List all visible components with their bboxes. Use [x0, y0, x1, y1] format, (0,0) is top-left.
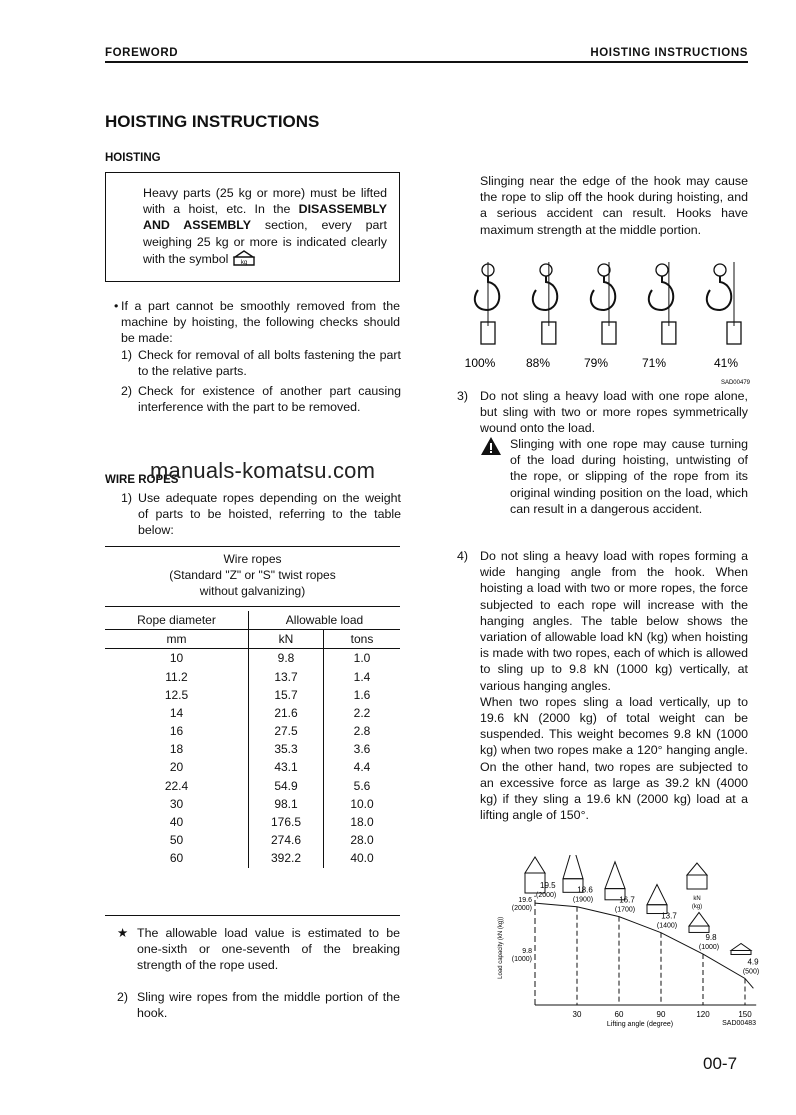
hook-icon — [533, 276, 557, 310]
point-kn-label: 18.6 — [577, 885, 593, 895]
hook-icon — [649, 276, 673, 310]
table-row — [105, 686, 400, 704]
load-sling-icon — [525, 857, 545, 873]
hook-eye-icon — [540, 264, 552, 276]
x-tick-label: 90 — [656, 1010, 666, 1019]
table-row — [105, 740, 400, 758]
cell-mm: 22.4 — [164, 778, 189, 793]
cell-kn: 392.2 — [249, 849, 324, 867]
watermark: manuals-komatsu.com — [150, 458, 376, 483]
page-title: HOISTING INSTRUCTIONS — [105, 112, 320, 131]
hook-percent-label: 41% — [713, 356, 739, 370]
load-sling-icon — [731, 943, 751, 950]
load-box-icon — [731, 950, 751, 954]
hoisting-heading: HOISTING — [105, 152, 161, 164]
cell-tons: 1.6 — [324, 686, 401, 704]
check-number: 2) — [121, 384, 133, 398]
wire-ropes-heading: WIRE ROPES — [105, 474, 179, 486]
cell-mm: 11.2 — [165, 669, 188, 684]
hook-eye-icon — [656, 264, 668, 276]
cell-kn: 13.7 — [249, 668, 324, 686]
header-section: FOREWORD — [105, 47, 179, 59]
hook-eye-icon — [598, 264, 610, 276]
cell-tons: 18.0 — [324, 813, 401, 831]
item-number: 2) — [117, 990, 129, 1004]
table-row — [105, 795, 400, 813]
cell-kn: 176.5 — [249, 813, 324, 831]
figure-code: SAD00483 — [722, 1020, 756, 1027]
first-kn-label: 19.5 — [540, 881, 556, 890]
cell-mm: 12.5 — [164, 687, 189, 702]
y-tick-kg-label: (1000) — [511, 956, 532, 964]
hook-percent-label: 88% — [525, 356, 551, 370]
table-row — [105, 759, 400, 777]
point-kg-label: (1700) — [614, 906, 636, 914]
right-item-4 — [457, 548, 748, 823]
cell-kn: 9.8 — [249, 649, 324, 668]
notice-text: Heavy parts (25 kg or more) must be lifted with a hoist, etc. In the DISASSEMBLY AND ASSEMBLY section, every part weighing 25 kg or more is indicated clearly with the symbol kg — [143, 186, 387, 266]
item-text: Use adequate ropes depending on the weight of parts to be hoisted, referring to the table below: — [138, 491, 401, 538]
point-kg-label: (1900) — [572, 896, 594, 904]
hoist-symbol-icon — [232, 250, 256, 266]
cell-kn: 43.1 — [249, 759, 324, 777]
table-rule — [105, 606, 400, 607]
hook-percent-label: 100% — [464, 356, 496, 370]
load-sling-icon — [605, 862, 625, 889]
bullet-text: If a part cannot be smoothly removed from the machine by hoisting, the following checks should be made: — [121, 299, 400, 346]
load-sling-icon — [647, 885, 667, 905]
table-row — [105, 849, 400, 867]
table-title-line: Wire ropes — [223, 552, 282, 566]
col-allowable-load: Allowable load — [249, 611, 401, 630]
cell-mm: 10 — [169, 651, 184, 666]
cell-tons: 2.2 — [324, 704, 401, 722]
cell-kn: 27.5 — [249, 722, 324, 740]
point-kn-label: 4.9 — [747, 957, 759, 967]
table-title-line: (Standard "Z" or "S" twist ropes — [169, 568, 336, 583]
cell-tons: 28.0 — [324, 831, 401, 849]
point-kg-label: (1400) — [656, 922, 678, 930]
hook-icon — [475, 276, 499, 310]
cell-kn: 274.6 — [249, 831, 324, 849]
table-row — [105, 649, 400, 668]
cell-tons: 3.6 — [324, 740, 401, 758]
cell-tons: 5.6 — [324, 777, 401, 795]
page-number: 00-7 — [703, 1054, 738, 1073]
legend-load-icon — [687, 863, 707, 889]
table-top-rule — [105, 546, 400, 547]
x-tick-label: 120 — [696, 1010, 710, 1019]
wire-item-2 — [117, 989, 400, 1021]
x-tick-label: 60 — [614, 1010, 624, 1019]
table-row — [105, 831, 400, 849]
table-title-line: without galvanizing) — [199, 584, 306, 599]
hook-icon — [591, 276, 615, 310]
point-kn-label: 9.8 — [705, 933, 717, 943]
table-title — [105, 551, 400, 600]
cell-mm: 40 — [169, 815, 184, 830]
table-unit-row — [105, 630, 400, 649]
table-row — [105, 813, 400, 831]
wire-item-1 — [121, 490, 401, 539]
hook-strength-figure — [460, 258, 752, 388]
star-note — [117, 925, 400, 974]
svg-text:kg: kg — [240, 259, 248, 266]
hook-eye-icon — [714, 264, 726, 276]
item-number: 1) — [121, 491, 133, 505]
y-axis-label: Load capacity (kN (kg)) — [498, 916, 504, 979]
legend-kn: kN — [693, 896, 701, 902]
point-kg-label: (500) — [742, 968, 760, 976]
hook-edge-paragraph: Slinging near the edge of the hook may cause the rope to slip off the hook during hoisting, and a serious accident can result. Hooks have maximum strength at the middle portion. — [480, 174, 748, 237]
cell-kn: 21.6 — [249, 704, 324, 722]
cell-kn: 98.1 — [249, 795, 324, 813]
x-axis-label: Lifting angle (degree) — [606, 1021, 674, 1028]
cell-tons: 1.0 — [324, 649, 401, 668]
cell-tons: 1.4 — [324, 668, 401, 686]
header-rule — [105, 61, 748, 63]
legend-kg: (kg) — [691, 904, 703, 910]
item-text: When two ropes sling a load vertically, up to 19.6 kN (2000 kg) of total weight can be suspended. This weight becomes 9.8 kN (1000 kg) when two ropes make a 120° hanging angle. On the other hand, two ropes are subjected to an excessive force as large as 39.2 kN (4000 kg) if they sling a 19.6 kN (2000 kg) load at a lifting angle of 150°. — [480, 694, 748, 823]
hook-icon — [707, 276, 731, 310]
figure-code: SAD00479 — [720, 380, 750, 386]
hook-percent-label: 71% — [641, 356, 667, 370]
star-note-text: The allowable load value is estimated to be one-sixth or one-seventh of the breaking strength of the rope used. — [137, 926, 400, 973]
unit-tons: tons — [324, 630, 401, 649]
table-bottom-rule — [105, 915, 400, 916]
cell-tons: 10.0 — [324, 795, 401, 813]
unit-kn: kN — [249, 630, 324, 649]
star-icon: ★ — [117, 926, 129, 940]
point-kg-label: (1000) — [698, 944, 720, 952]
y-tick-label: 19.6 — [518, 897, 532, 905]
load-sling-icon — [563, 855, 583, 879]
hanging-angle-chart — [490, 855, 760, 1030]
right-item-3 — [457, 388, 748, 437]
x-tick-label: 150 — [738, 1010, 752, 1019]
cell-kn: 35.3 — [249, 740, 324, 758]
header-title: HOISTING INSTRUCTIONS — [590, 47, 748, 59]
bullet-item — [105, 298, 400, 347]
y-tick-kg-label: (2000) — [511, 905, 532, 913]
warning-block — [480, 436, 748, 517]
cell-mm: 30 — [169, 796, 184, 811]
check-item-2 — [121, 383, 401, 415]
table-header-row — [105, 611, 400, 630]
cell-mm: 14 — [169, 705, 184, 720]
cell-tons: 40.0 — [324, 849, 401, 867]
table-row — [105, 777, 400, 795]
item-text: Do not sling a heavy load with ropes forming a wide hanging angle from the hook. When hoisting a load with two or more ropes, the force subjected to each rope will increase with the hanging angles. The table below shows the variation of allowable load kN (kg) when hoisting is made with two ropes, each of which is allowed to sling up to 9.8 kN (1000 kg) vertically, at various hanging angles. — [480, 549, 748, 693]
first-kg-label: (2000) — [536, 892, 557, 899]
item-text: Sling wire ropes from the middle portion of the hook. — [137, 990, 400, 1021]
cell-mm: 60 — [169, 851, 184, 866]
cell-mm: 50 — [169, 833, 184, 848]
table-row — [105, 668, 400, 686]
wire-rope-table — [105, 611, 400, 868]
point-kn-label: 16.7 — [619, 895, 635, 905]
notice-box — [105, 172, 400, 282]
warning-icon — [480, 436, 502, 456]
load-sling-icon — [689, 912, 709, 926]
item-number: 3) — [457, 389, 469, 403]
unit-mm: mm — [166, 632, 187, 647]
check-number: 1) — [121, 348, 133, 362]
load-box-icon — [689, 926, 709, 932]
table-row — [105, 722, 400, 740]
cell-mm: 18 — [169, 742, 184, 757]
cell-tons: 4.4 — [324, 759, 401, 777]
cell-tons: 2.8 — [324, 722, 401, 740]
item-text: Do not sling a heavy load with one rope alone, but sling with two or more ropes symmetrically wound onto the load. — [480, 389, 748, 436]
bullet-icon: • — [114, 299, 119, 313]
table-row — [105, 704, 400, 722]
hook-percent-label: 79% — [583, 356, 609, 370]
point-kn-label: 13.7 — [661, 911, 677, 921]
warning-text: Slinging with one rope may cause turning of the load during hoisting, untwisting of the rope, or slipping of the rope from its original winding position on the load, which can result in a dangerous accident. — [510, 437, 748, 516]
y-tick-label: 9.8 — [522, 948, 532, 956]
cell-kn: 15.7 — [249, 686, 324, 704]
load-curve — [535, 903, 753, 988]
check-text: Check for removal of all bolts fastening the part to the relative parts. — [138, 348, 401, 379]
check-item-1 — [121, 347, 401, 379]
col-rope-diameter: Rope diameter — [137, 612, 216, 627]
x-tick-label: 30 — [572, 1010, 582, 1019]
cell-kn: 54.9 — [249, 777, 324, 795]
item-number: 4) — [457, 549, 469, 563]
cell-mm: 20 — [169, 760, 184, 775]
check-text: Check for existence of another part causing interference with the part to be removed. — [138, 384, 401, 415]
cell-mm: 16 — [169, 724, 184, 739]
